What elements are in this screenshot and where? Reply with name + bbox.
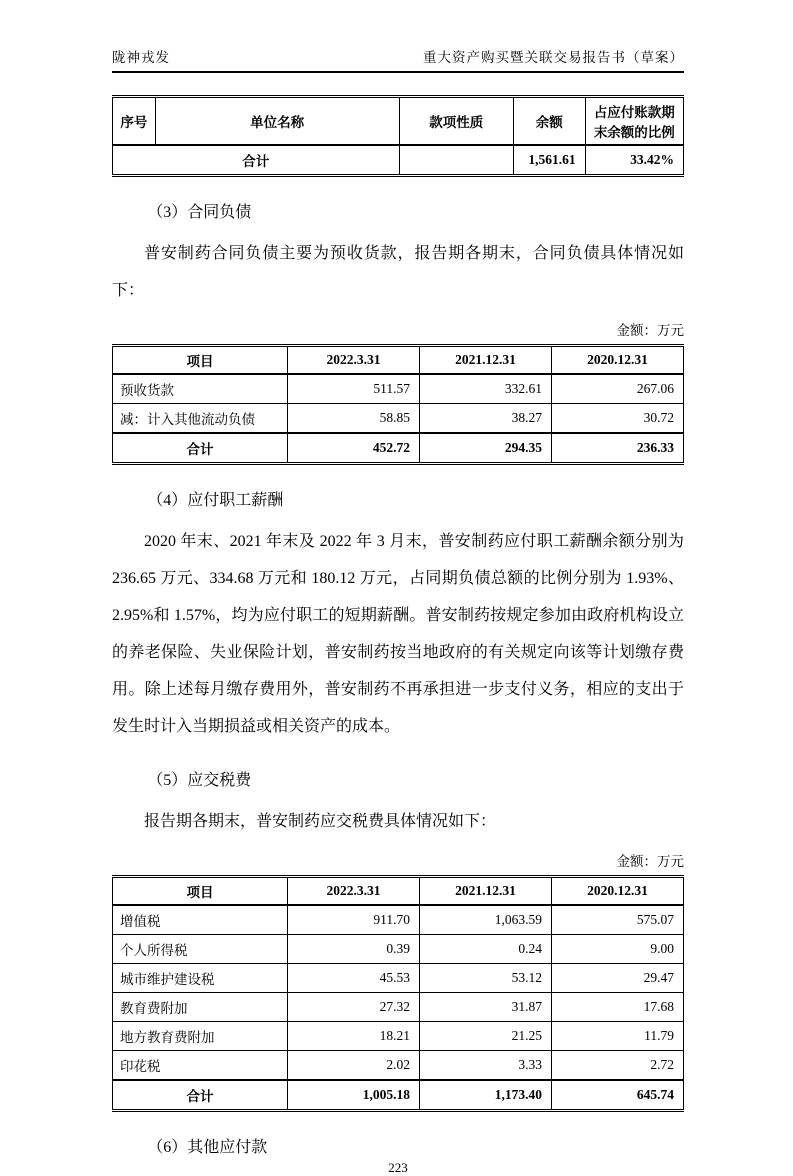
column-header-ratio: 占应付账款期末余额的比例 (585, 97, 683, 146)
column-header-2020: 2020.12.31 (551, 877, 683, 906)
cell-value: 38.27 (419, 404, 551, 434)
cell-value: 45.53 (287, 964, 419, 993)
row-label: 地方教育费附加 (113, 1022, 288, 1051)
cell-value: 27.32 (287, 993, 419, 1022)
table-row (113, 935, 684, 964)
cell-nature (399, 145, 513, 176)
table-row (113, 1022, 684, 1051)
table-header-row (113, 97, 684, 146)
table-row (113, 993, 684, 1022)
cell-value: 645.74 (551, 1080, 683, 1111)
cell-value: 0.24 (419, 935, 551, 964)
column-header-2022: 2022.3.31 (287, 877, 419, 906)
cell-value: 21.25 (419, 1022, 551, 1051)
cell-value: 2.02 (287, 1051, 419, 1081)
column-header-2022: 2022.3.31 (287, 346, 419, 375)
cell-value: 9.00 (551, 935, 683, 964)
total-label: 合计 (113, 1080, 288, 1111)
unit-note: 金额：万元 (616, 323, 684, 338)
cell-value: 31.87 (419, 993, 551, 1022)
page-header (112, 46, 684, 73)
table-row (113, 404, 684, 434)
total-label: 合计 (113, 145, 400, 176)
cell-value: 30.72 (551, 404, 683, 434)
table-row (113, 374, 684, 404)
table-header-row (113, 346, 684, 375)
section-6-heading: （6）其他应付款 (147, 1139, 268, 1156)
column-header-2020: 2020.12.31 (551, 346, 683, 375)
cell-value: 17.68 (551, 993, 683, 1022)
row-label: 减：计入其他流动负债 (113, 404, 288, 434)
header-company-name: 陇神戎发 (112, 50, 170, 65)
row-label: 城市维护建设税 (113, 964, 288, 993)
column-header-nature: 款项性质 (399, 97, 513, 146)
row-label: 个人所得税 (113, 935, 288, 964)
cell-value: 452.72 (287, 433, 419, 464)
cell-value: 911.70 (287, 905, 419, 935)
row-label: 增值税 (113, 905, 288, 935)
page-number: 223 (388, 1160, 408, 1175)
section-3-paragraph: 普安制药合同负债主要为预收货款，报告期各期末，合同负债具体情况如下： (112, 245, 684, 299)
section-4-paragraph: 2020 年末、2021 年末及 2022 年 3 月末，普安制药应付职工薪酬余额分别为 236.65 万元、334.68 万元和 180.12 万元，占同期负债总额的比例分别为 1.93%、2.95%和 1.57%，均为应付职工的短期薪酬。普安制药按规定参加由政府机构设立的养老保险、失业保险计划，普安制药按当地政府的有关规定向该等计划缴存费用。除上述每月缴存费用外，普安制药不再承担进一步支付义务，相应的支出于发生时计入当期损益或相关资产的成本。 (112, 533, 684, 735)
cell-value: 511.57 (287, 374, 419, 404)
table-header-row (113, 877, 684, 906)
cell-value: 2.72 (551, 1051, 683, 1081)
cell-value: 11.79 (551, 1022, 683, 1051)
section-4-heading: （4）应付职工薪酬 (147, 492, 284, 509)
table-total-row (113, 145, 684, 176)
header-report-title: 重大资产购买暨关联交易报告书（草案） (423, 50, 684, 65)
cell-ratio: 33.42% (585, 145, 683, 176)
cell-value: 3.33 (419, 1051, 551, 1081)
column-header-unit-name: 单位名称 (155, 97, 399, 146)
total-label: 合计 (113, 433, 288, 464)
cell-value: 29.47 (551, 964, 683, 993)
row-label: 教育费附加 (113, 993, 288, 1022)
column-header-balance: 余额 (513, 97, 585, 146)
taxes-payable-table (112, 875, 684, 1112)
unit-note: 金额：万元 (616, 854, 684, 869)
row-label: 预收货款 (113, 374, 288, 404)
cell-value: 18.21 (287, 1022, 419, 1051)
cell-value: 1,005.18 (287, 1080, 419, 1111)
table-total-row (113, 433, 684, 464)
cell-value: 332.61 (419, 374, 551, 404)
row-label: 印花税 (113, 1051, 288, 1081)
cell-balance: 1,561.61 (513, 145, 585, 176)
column-header-2021: 2021.12.31 (419, 346, 551, 375)
column-header-2021: 2021.12.31 (419, 877, 551, 906)
cell-value: 575.07 (551, 905, 683, 935)
cell-value: 267.06 (551, 374, 683, 404)
column-header-item: 项目 (113, 877, 288, 906)
table-total-row (113, 1080, 684, 1111)
cell-value: 236.33 (551, 433, 683, 464)
cell-value: 53.12 (419, 964, 551, 993)
table-row (113, 1051, 684, 1081)
cell-value: 58.85 (287, 404, 419, 434)
column-header-item: 项目 (113, 346, 288, 375)
payables-summary-table (112, 95, 684, 177)
contract-liabilities-table (112, 344, 684, 465)
section-3-heading: （3）合同负债 (147, 204, 252, 221)
table-row (113, 964, 684, 993)
cell-value: 1,063.59 (419, 905, 551, 935)
table-row (113, 905, 684, 935)
cell-value: 294.35 (419, 433, 551, 464)
section-5-paragraph: 报告期各期末，普安制药应交税费具体情况如下： (144, 813, 497, 830)
cell-value: 0.39 (287, 935, 419, 964)
section-5-heading: （5）应交税费 (147, 772, 252, 789)
cell-value: 1,173.40 (419, 1080, 551, 1111)
column-header-seq: 序号 (113, 97, 156, 146)
